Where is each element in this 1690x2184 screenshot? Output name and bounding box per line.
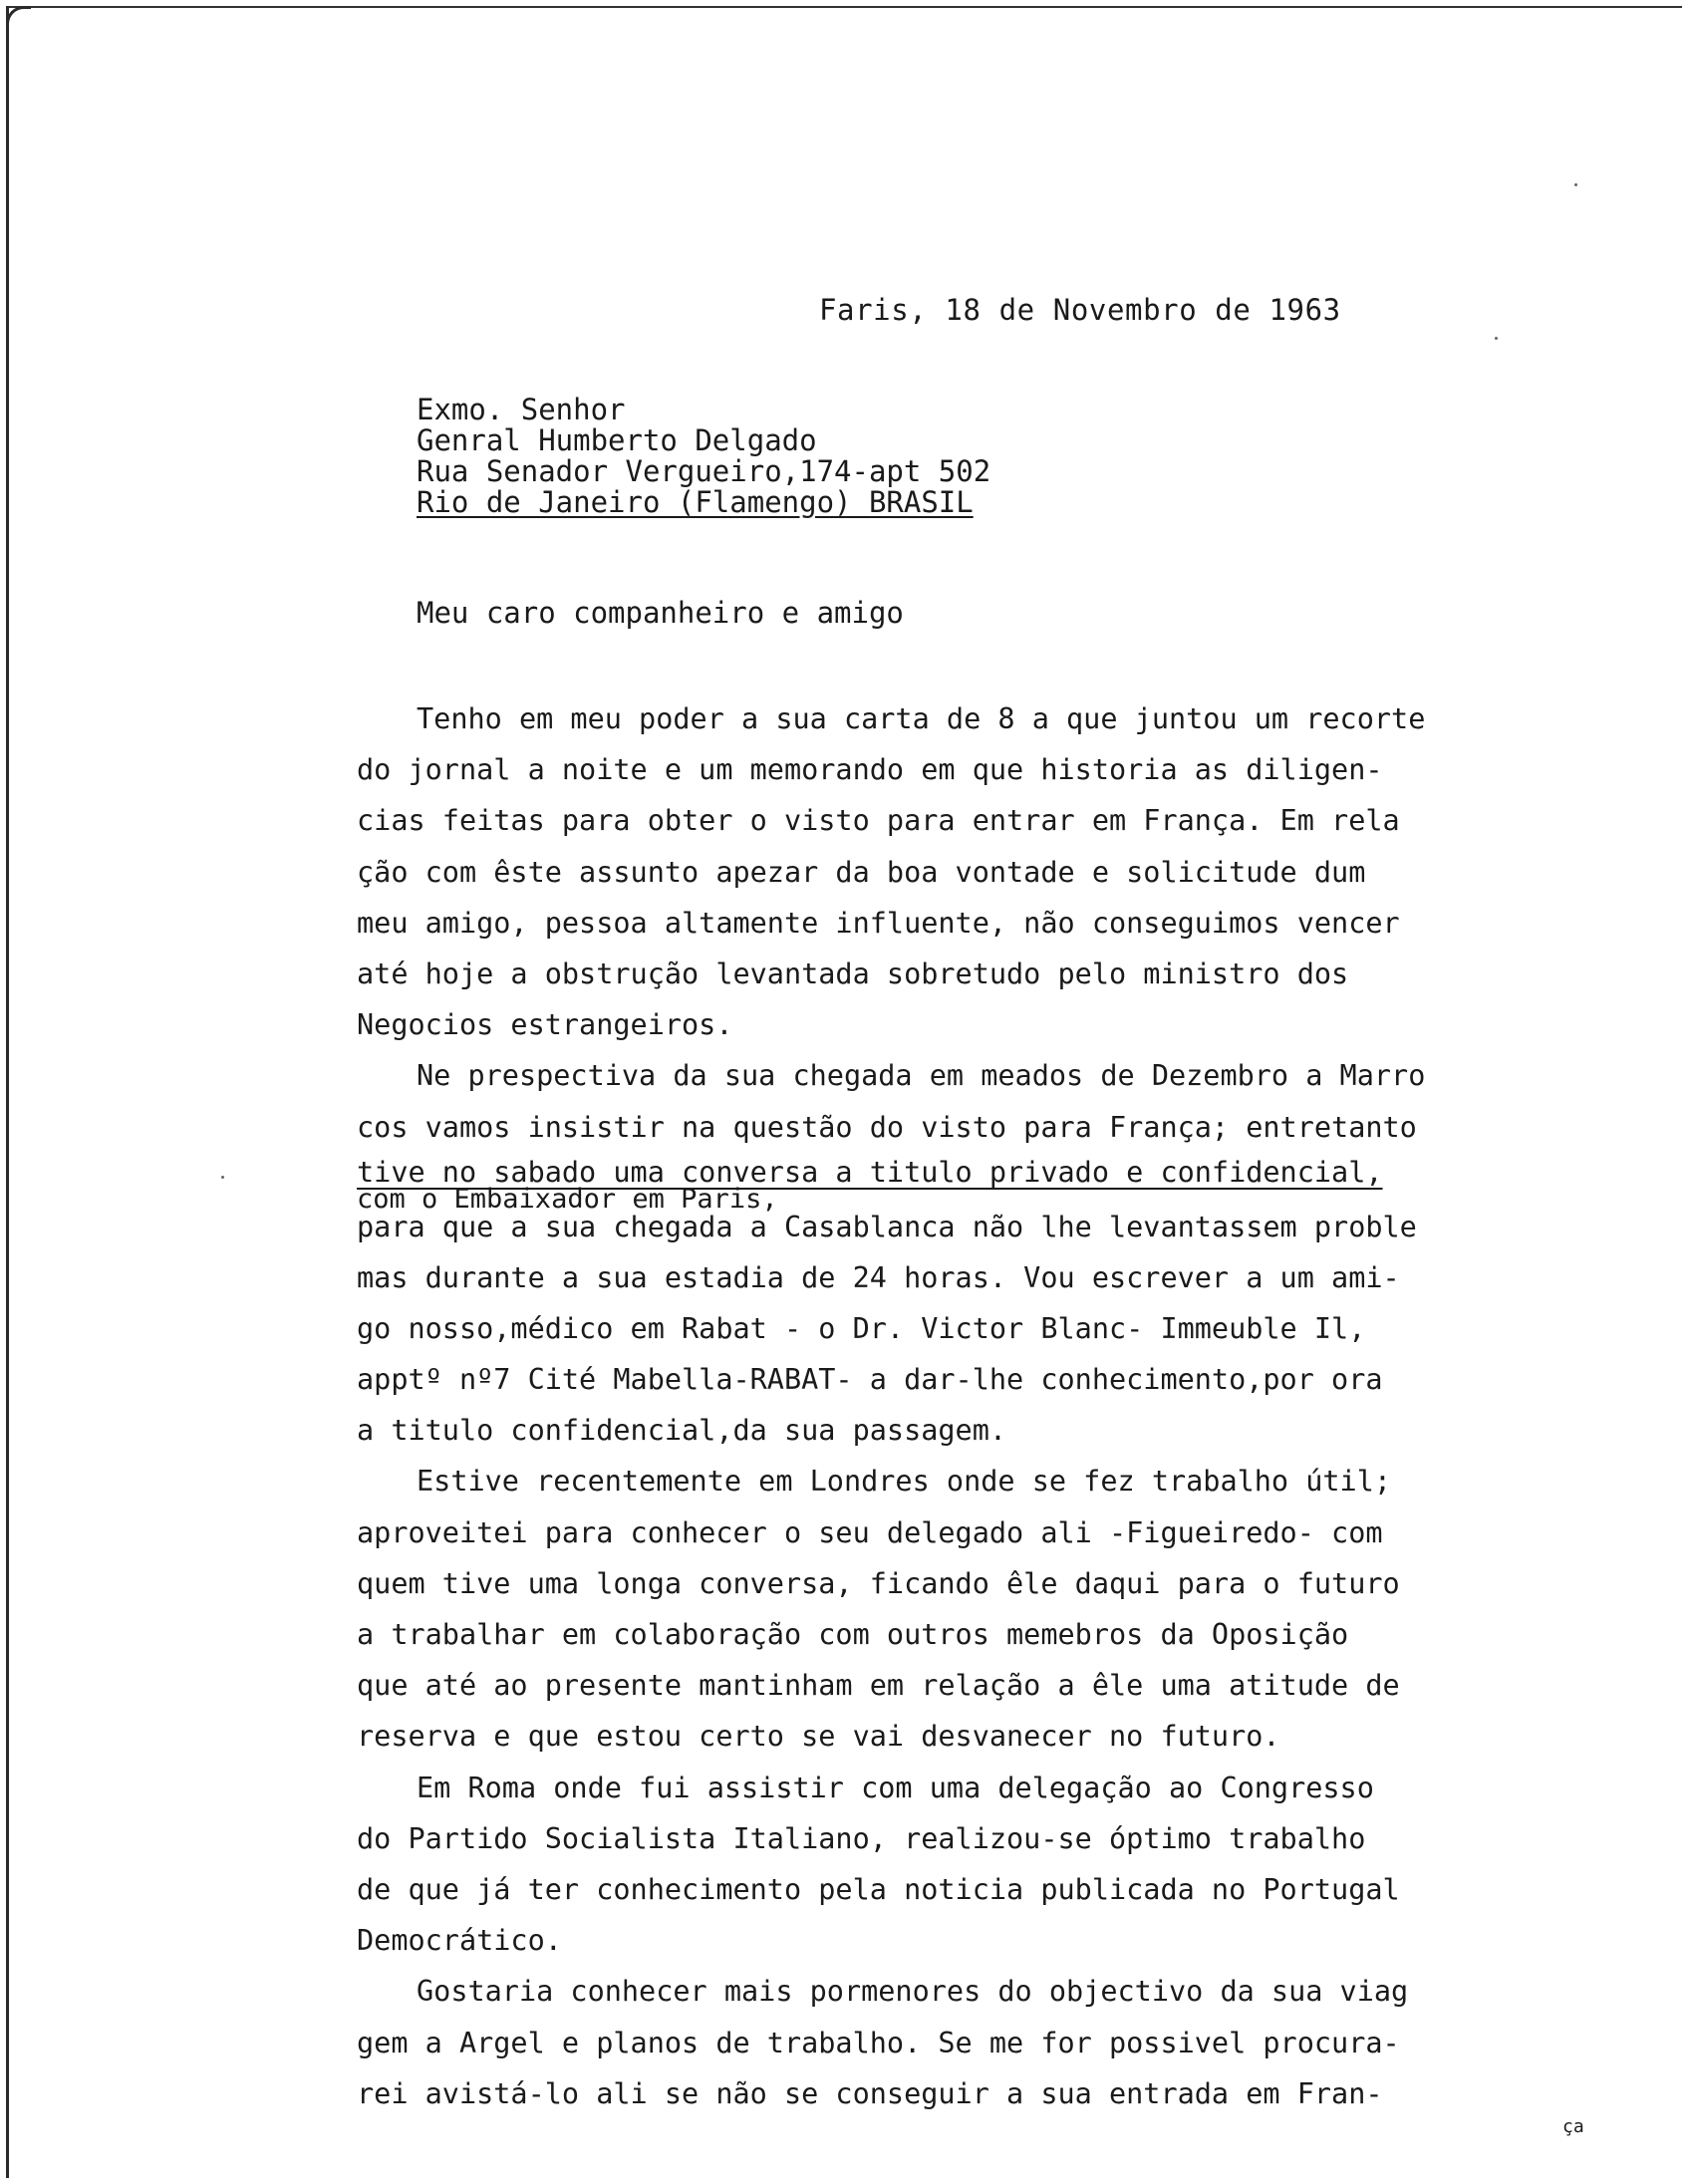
paper-speck [1495, 337, 1498, 340]
paper-speck [221, 1176, 224, 1179]
paragraph [357, 1456, 1652, 1762]
text-line-insert: com o Embaixador em Paris, [357, 1183, 778, 1215]
text-line: aproveitei para conhecer o seu delegado ali -Figueiredo- com [357, 1515, 1383, 1549]
text-line: para que a sua chegada a Casablanca não lhe levantassem proble [357, 1210, 1417, 1243]
text-line: tive no sabado uma conversa a titulo privado e confidencial, [357, 1155, 1383, 1189]
text-line: mas durante a sua estadia de 24 horas. Vou escrever a um ami- [357, 1260, 1400, 1294]
text-line: até hoje a obstrução levantada sobretudo pelo ministro dos [357, 956, 1349, 990]
address-line: Rio de Janeiro (Flamengo) BRASIL [417, 485, 974, 519]
text-line: ção com êste assunto apezar da boa vontade e solicitude dum [357, 855, 1366, 889]
text-line: que até ao presente mantinham em relação a êle uma atitude de [357, 1669, 1400, 1703]
text-line: a titulo confidencial,da sua passagem. [357, 1414, 1007, 1448]
page-edge-left [6, 6, 9, 2178]
salutation: Meu caro companheiro e amigo [417, 596, 904, 630]
text-line: apptº nº7 Cité Mabella-RABAT- a dar-lhe conhecimento,por ora [357, 1363, 1383, 1397]
text-line: quem tive uma longa conversa, ficando êle daqui para o futuro [357, 1566, 1400, 1600]
paragraph [357, 1050, 1652, 1456]
text-line: Tenho em meu poder a sua carta de 8 a que juntou um recorte [417, 702, 1426, 735]
text-line: a trabalhar em colaboração com outros memebros da Oposição [357, 1618, 1349, 1651]
text-line: do Partido Socialista Italiano, realizou-se óptimo trabalho [357, 1821, 1366, 1855]
text-line: Democrático. [357, 1924, 562, 1958]
text-line: meu amigo, pessoa altamente influente, não conseguimos vencer [357, 906, 1400, 940]
text-line: cias feitas para obter o visto para entrar em França. Em rela [357, 804, 1400, 838]
text-line: gem a Argel e planos de trabalho. Se me for possivel procura- [357, 2026, 1400, 2059]
letter-date: Faris, 18 de Novembro de 1963 [819, 293, 1341, 327]
paper-speck [1574, 183, 1577, 186]
page-edge-top [8, 6, 1682, 8]
text-line: Estive recentemente em Londres onde se fez trabalho útil; [417, 1465, 1392, 1499]
text-line: Em Roma onde fui assistir com uma delegação ao Congresso [417, 1771, 1374, 1804]
text-line: do jornal a noite e um memorando em que historia as diligen- [357, 753, 1383, 787]
letter-body [357, 693, 1652, 2139]
text-line: Gostaria conhecer mais pormenores do objectivo da sua viag [417, 1975, 1409, 2009]
text-line: de que já ter conhecimento pela noticia publicada no Portugal [357, 1872, 1400, 1906]
paragraph [357, 1966, 1652, 2139]
recipient-address [417, 395, 990, 518]
address-line: Exmo. Senhor [417, 393, 626, 426]
address-line: Rua Senador Vergueiro,174-apt 502 [417, 454, 991, 488]
paragraph [357, 1763, 1652, 1967]
text-line: Ne prespectiva da sua chegada em meados de Dezembro a Marro [417, 1059, 1426, 1093]
text-line: Negocios estrangeiros. [357, 1008, 733, 1042]
text-line: reserva e que estou certo se vai desvanecer no futuro. [357, 1720, 1280, 1754]
paragraph [357, 693, 1652, 1050]
text-line: rei avistá-lo ali se não se conseguir a sua entrada em Fran- [357, 2076, 1383, 2110]
text-line: go nosso,médico em Rabat - o Dr. Victor Blanc- Immeuble Il, [357, 1311, 1366, 1345]
text-line-continuation: ça [1562, 2115, 1584, 2137]
text-line: cos vamos insistir na questão do visto para França; entretanto [357, 1110, 1417, 1144]
page-corner [6, 6, 31, 31]
address-line: Genral Humberto Delgado [417, 423, 817, 457]
